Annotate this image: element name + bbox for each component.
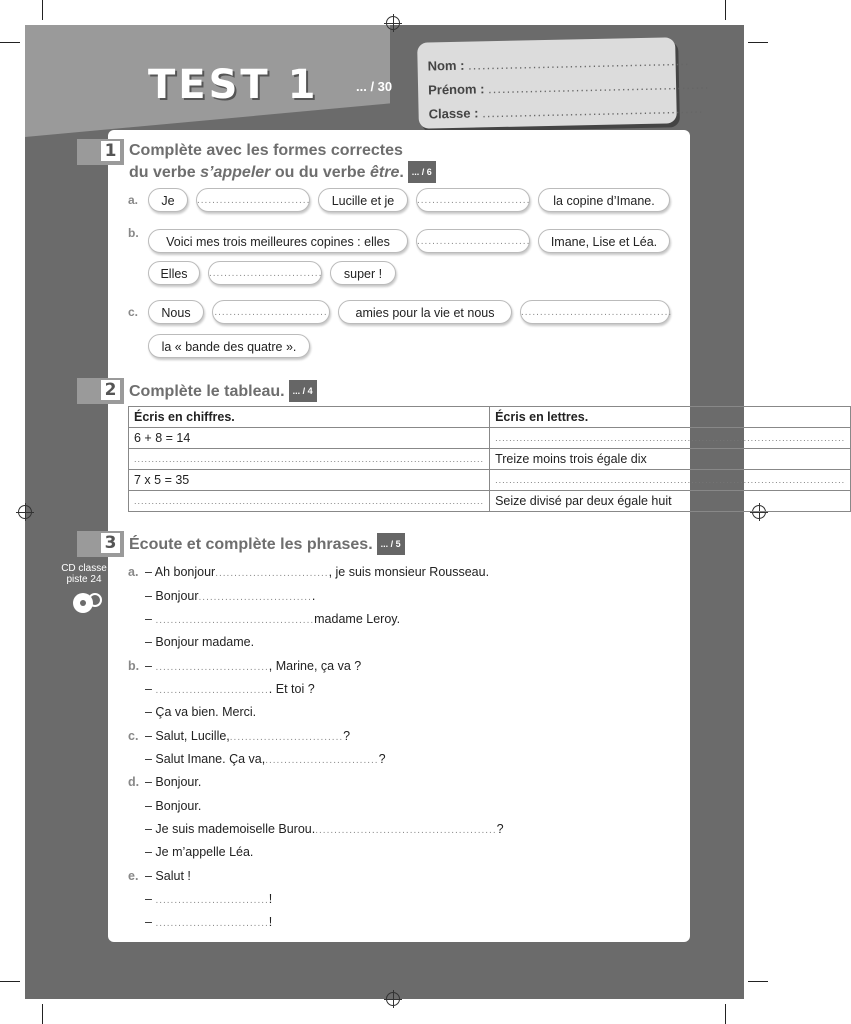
answer-blank[interactable]: ..............................	[229, 732, 344, 743]
line-text: !	[268, 892, 273, 906]
crop-mark	[42, 1004, 43, 1024]
answer-blank[interactable]: ..............................	[416, 229, 530, 253]
answer-blank[interactable]: ..............................	[155, 662, 269, 673]
line-text: –	[145, 659, 152, 673]
line-text: –	[145, 612, 152, 626]
dialogue-line	[145, 915, 272, 929]
table-cell: Seize divisé par deux égale huit	[490, 491, 851, 512]
prenom-blank[interactable]: ................................................	[487, 76, 710, 97]
line-text: , je suis monsieur Rousseau.	[328, 565, 490, 579]
crop-mark	[725, 0, 726, 20]
cd-label: CD classe	[61, 563, 107, 574]
table-cell: 7 x 5 = 35	[129, 470, 490, 491]
answer-blank[interactable]: ..............................	[215, 568, 329, 579]
answer-blank[interactable]: ..............................	[212, 300, 330, 324]
exercise-3-title	[129, 533, 405, 555]
line-text: . Et toi ?	[268, 682, 315, 696]
line-text: ?	[496, 822, 504, 836]
line-text: – Je suis mademoiselle Burou.	[145, 822, 316, 836]
item-letter: c.	[128, 729, 139, 743]
word-chip: Nous	[148, 300, 204, 324]
answer-blank[interactable]: ..............................	[155, 895, 269, 906]
item-letter: a.	[128, 565, 139, 579]
dialogue-line	[128, 775, 202, 789]
table-row	[129, 470, 851, 491]
exercise-number: 3	[101, 533, 120, 553]
dialogue-line	[145, 589, 315, 603]
track-label: piste 24	[66, 574, 102, 585]
registration-mark-icon	[386, 16, 400, 30]
table-cell: Treize moins trois égale dix	[490, 449, 851, 470]
line-text: .	[311, 589, 316, 603]
conversion-table	[128, 406, 851, 512]
line-text: , Marine, ça va ?	[268, 659, 362, 673]
line-text: – Bonjour	[145, 589, 199, 603]
registration-mark-icon	[386, 992, 400, 1006]
title-text: Écoute et complète les phrases.	[129, 536, 373, 553]
exercise-number: 2	[101, 380, 120, 400]
answer-blank[interactable]: ..........................................	[155, 615, 315, 626]
classe-blank[interactable]: ................................................	[481, 100, 704, 121]
answer-blank[interactable]: ..............................	[196, 188, 310, 212]
answer-blank[interactable]: ..............................	[198, 592, 312, 603]
dialogue-line: – Je m’appelle Léa.	[145, 845, 254, 859]
crop-mark	[42, 0, 43, 20]
cd-track-label	[58, 563, 110, 585]
prenom-label: Prénom :	[427, 81, 485, 98]
exercise-1-title	[129, 141, 436, 183]
answer-blank[interactable]: ..............................	[155, 685, 269, 696]
answer-blank[interactable]: ....................................................................................................	[129, 449, 490, 470]
dialogue-line	[128, 659, 362, 673]
item-letter: b.	[128, 226, 139, 240]
item-letter: a.	[128, 193, 139, 207]
exercise-number-tab	[77, 531, 124, 557]
dialogue-line	[145, 612, 400, 626]
word-chip: Voici mes trois meilleures copines : elles	[148, 229, 408, 253]
score-badge: ... / 4	[289, 380, 317, 402]
crop-mark	[0, 42, 20, 43]
word-chip: la copine d’Imane.	[538, 188, 670, 212]
answer-blank[interactable]: ..............................	[265, 755, 379, 766]
table-header-row	[129, 407, 851, 428]
word-chip: super !	[330, 261, 396, 285]
line-text: – Bonjour.	[145, 775, 202, 789]
student-info-box	[417, 37, 710, 128]
exercise-number-tab	[77, 378, 124, 404]
score-badge: ... / 6	[408, 161, 436, 183]
magnifier-icon	[88, 593, 102, 607]
exercise-number: 1	[101, 141, 120, 161]
title-italic: s’appeler	[200, 164, 271, 181]
line-text: – Ah bonjour	[145, 565, 216, 579]
line-text: madame Leroy.	[314, 612, 401, 626]
line-text: – Salut Imane. Ça va,	[145, 752, 266, 766]
classe-label: Classe :	[428, 105, 479, 122]
answer-blank[interactable]: ................................................	[315, 825, 497, 836]
table-row	[129, 449, 851, 470]
item-letter: d.	[128, 775, 140, 789]
dialogue-line	[128, 565, 490, 579]
exercise-number-tab	[77, 139, 124, 165]
item-letter: c.	[128, 305, 139, 319]
item-letter: b.	[128, 659, 140, 673]
title-italic: être	[369, 164, 400, 181]
nom-blank[interactable]: ................................................	[467, 53, 690, 73]
exercise-2-title	[129, 380, 317, 402]
title-text: ou du verbe	[270, 164, 370, 181]
line-text: ?	[343, 729, 351, 743]
dialogue-line: – Ça va bien. Merci.	[145, 705, 257, 719]
line-text: –	[145, 892, 152, 906]
prenom-field[interactable]	[428, 77, 710, 98]
dialogue-line: – Bonjour madame.	[145, 635, 255, 649]
table-row	[129, 491, 851, 512]
line-text: !	[268, 915, 273, 929]
exercise-1-title-line2	[129, 161, 436, 183]
dialogue-line	[128, 729, 351, 743]
column-header: Écris en chiffres.	[129, 407, 490, 428]
dialogue-line	[145, 822, 504, 836]
answer-blank[interactable]: ....................................................................................................	[490, 428, 851, 449]
answer-blank[interactable]: ....................................................................................................	[490, 470, 851, 491]
crop-mark	[748, 42, 768, 43]
line-text: – Salut !	[145, 869, 191, 883]
title-text: Complète le tableau.	[129, 383, 285, 400]
nom-field[interactable]	[427, 53, 689, 73]
dialogue-line	[145, 892, 272, 906]
word-chip: Imane, Lise et Léa.	[538, 229, 670, 253]
exercise-1-title-line1: Complète avec les formes correctes	[129, 142, 403, 159]
table-cell: 6 + 8 = 14	[129, 428, 490, 449]
answer-blank[interactable]: ..............................	[416, 188, 530, 212]
dialogue-line	[145, 682, 315, 696]
crop-mark	[748, 981, 768, 982]
crop-mark	[0, 981, 20, 982]
word-chip: amies pour la vie et nous	[338, 300, 512, 324]
nom-label: Nom :	[427, 57, 465, 74]
line-text: –	[145, 682, 152, 696]
total-score: ... / 30	[356, 79, 393, 94]
word-chip: la « bande des quatre ».	[148, 334, 310, 358]
answer-blank[interactable]: ..............................	[208, 261, 322, 285]
word-chip: Lucille et je	[318, 188, 408, 212]
dialogue-line	[128, 869, 191, 883]
line-text: ?	[378, 752, 386, 766]
table-row	[129, 428, 851, 449]
score-badge: ... / 5	[377, 533, 405, 555]
column-header: Écris en lettres.	[490, 407, 851, 428]
classe-field[interactable]	[428, 101, 703, 122]
line-text: –	[145, 915, 152, 929]
crop-mark	[725, 1004, 726, 1024]
answer-blank[interactable]: ....................................................................................................	[129, 491, 490, 512]
title-text: du verbe	[129, 164, 201, 181]
title-text: .	[399, 164, 404, 181]
page-title: TEST 1	[148, 62, 319, 108]
word-chip: Elles	[148, 261, 200, 285]
item-letter: e.	[128, 869, 139, 883]
answer-blank[interactable]: ..............................	[155, 918, 269, 929]
line-text: – Salut, Lucille,	[145, 729, 230, 743]
registration-mark-icon	[18, 505, 32, 519]
word-chip: Je	[148, 188, 188, 212]
dialogue-line	[145, 752, 386, 766]
dialogue-line: – Bonjour.	[145, 799, 202, 813]
answer-blank[interactable]: ........................................	[520, 300, 670, 324]
